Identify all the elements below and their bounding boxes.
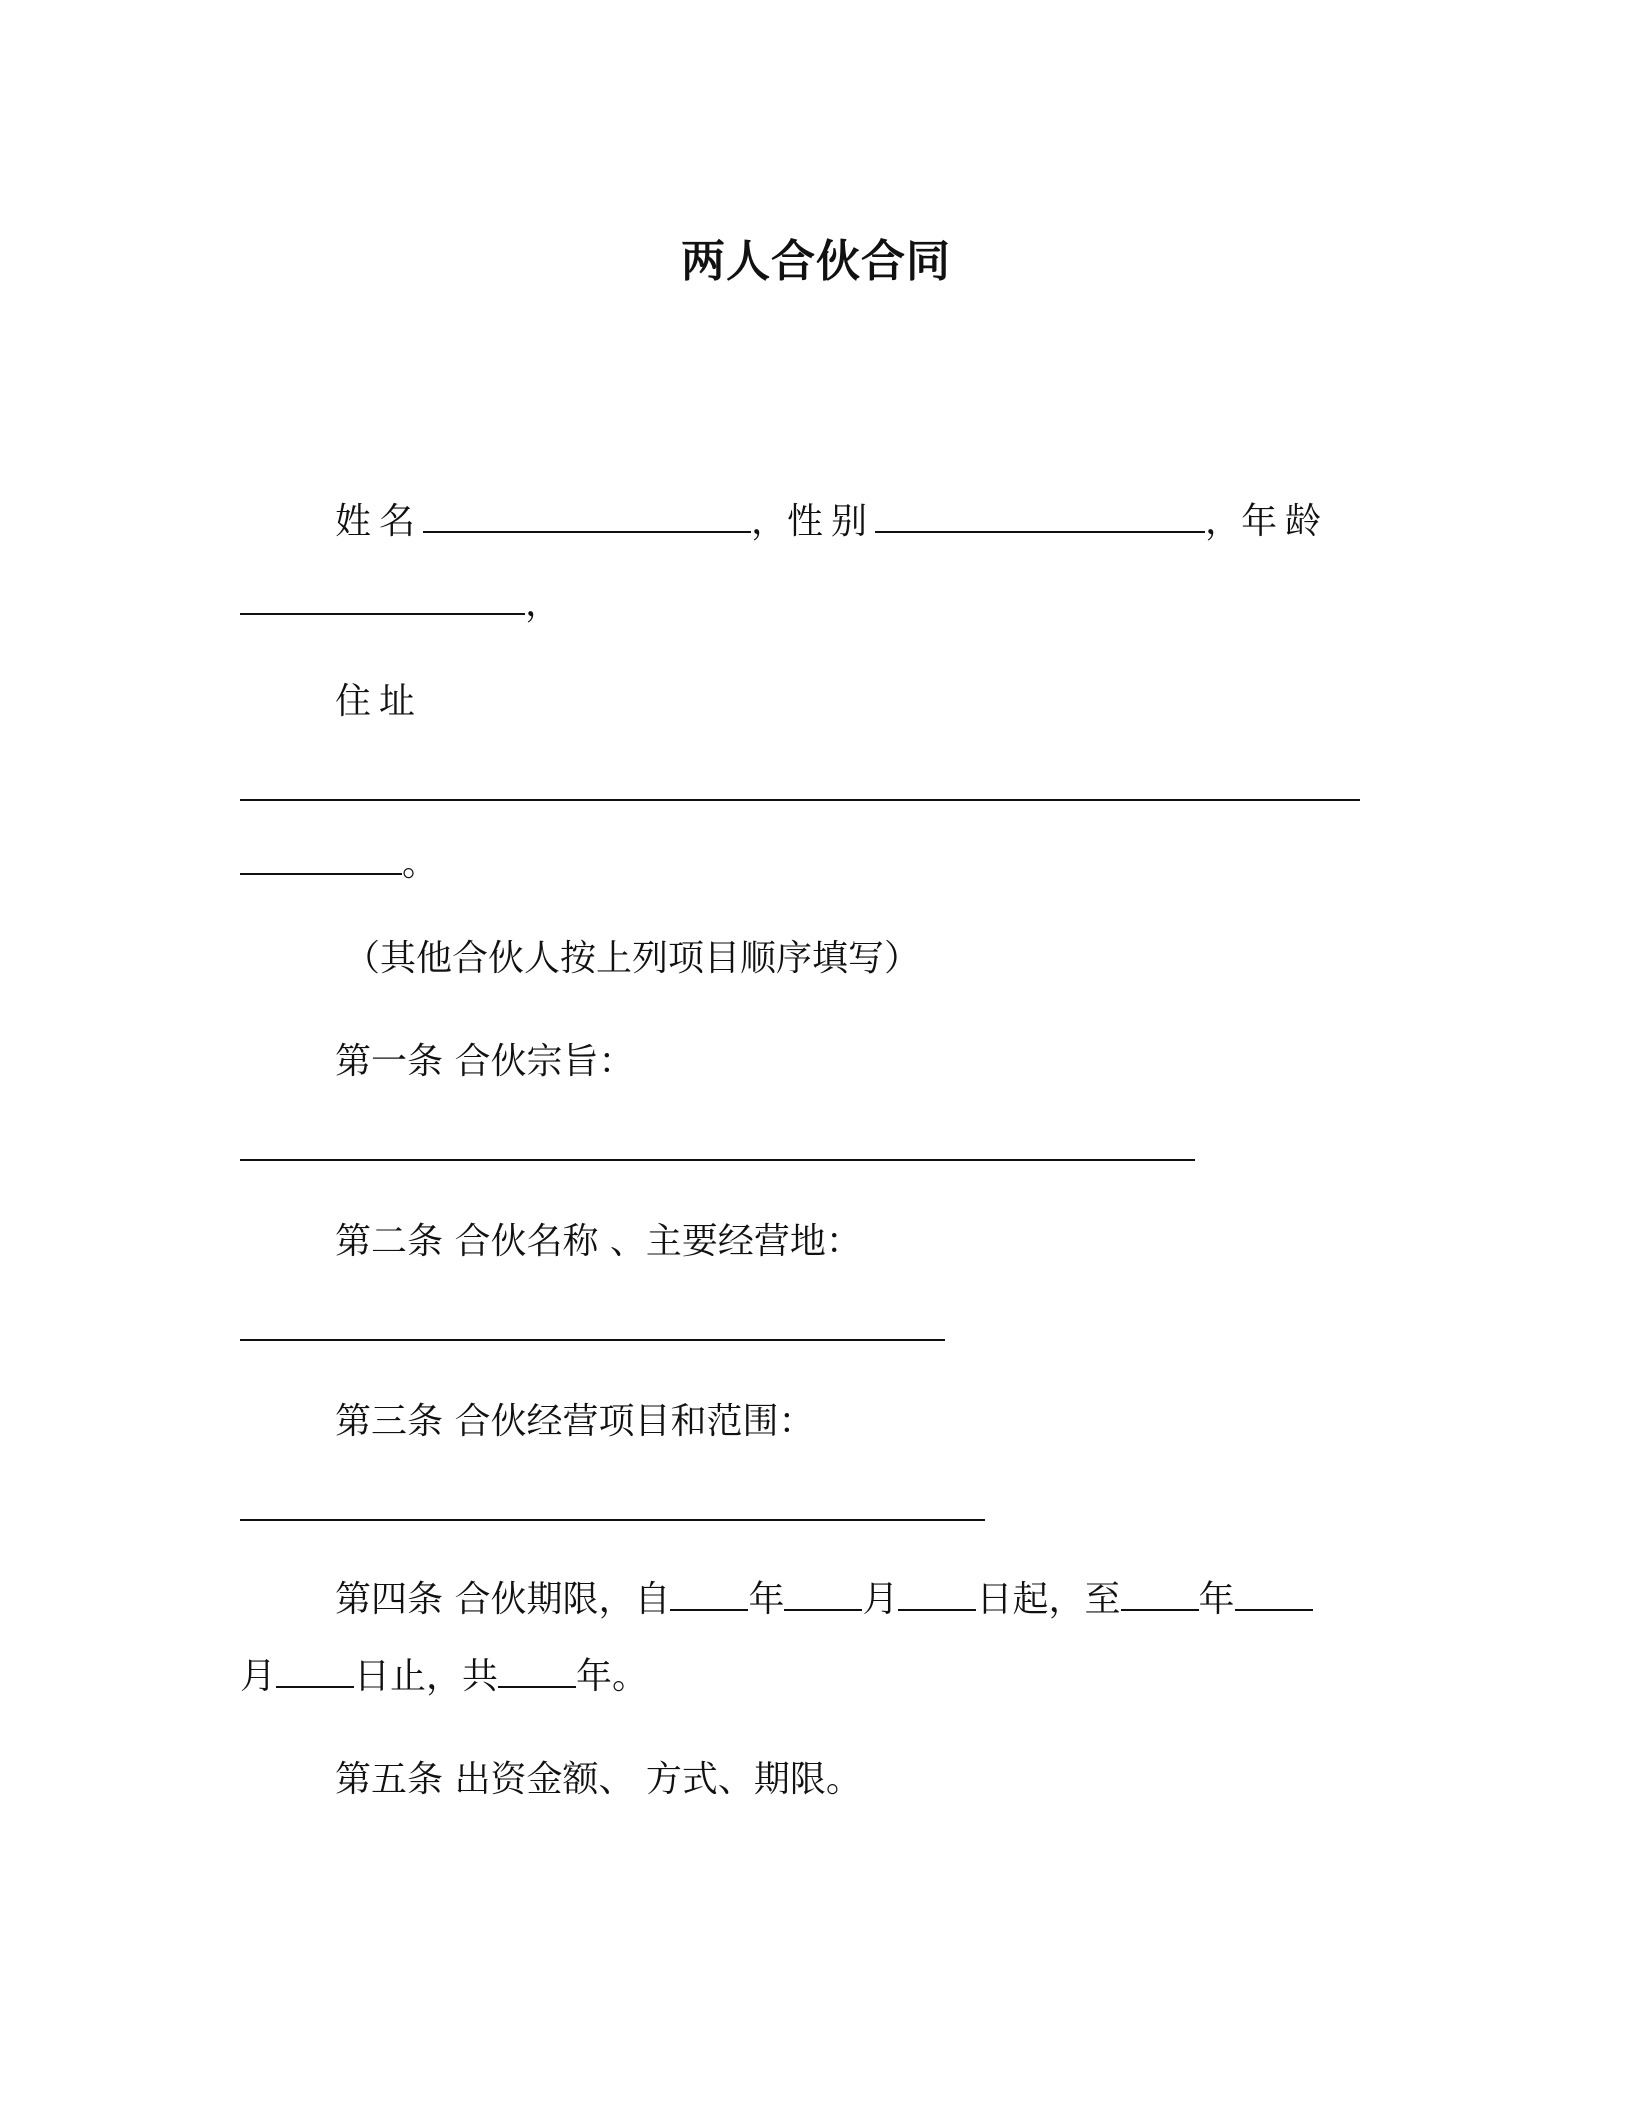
article-3-blank-line [240, 1488, 985, 1532]
year-label: 年 [1198, 1579, 1235, 1620]
age-blank-line [240, 582, 561, 626]
article-1-blank-line [240, 1128, 1195, 1172]
address-label-line [335, 680, 423, 724]
article-1-heading: 第一条 合伙宗旨： [335, 1041, 635, 1082]
address-blank-continued[interactable] [240, 843, 402, 875]
party-info-line [335, 500, 1329, 544]
gender-label: 性别 [787, 501, 876, 542]
address-blank[interactable] [240, 769, 1360, 801]
end-month-blank-a[interactable] [1235, 1579, 1313, 1611]
comma: ， [751, 501, 788, 542]
day-start-label: 日起，至 [976, 1579, 1121, 1620]
total-years-blank[interactable] [498, 1656, 576, 1688]
age-blank[interactable] [240, 583, 525, 615]
article-4-prefix: 第四条 合伙期限，自 [335, 1579, 671, 1620]
start-month-blank[interactable] [784, 1579, 862, 1611]
article-4-line-2 [240, 1655, 648, 1699]
years-end-label: 年。 [576, 1656, 649, 1697]
article-3-heading: 第三条 合伙经营项目和范围： [335, 1401, 815, 1442]
article-4-line-1 [335, 1578, 1313, 1622]
month-label: 月 [862, 1579, 899, 1620]
comma: ， [1205, 501, 1242, 542]
comma: ， [525, 583, 562, 624]
name-label: 姓名 [335, 501, 424, 542]
address-blank-line-1 [240, 768, 1360, 812]
article-2-heading: 第二条 合伙名称 、主要经营地： [335, 1221, 862, 1262]
address-label: 住址 [335, 681, 424, 722]
start-year-blank[interactable] [670, 1579, 748, 1611]
name-location-blank[interactable] [240, 1309, 945, 1341]
scope-blank[interactable] [240, 1489, 985, 1521]
age-label: 年龄 [1241, 501, 1330, 542]
day-end-label: 日止，共 [354, 1656, 499, 1697]
year-label: 年 [748, 1579, 785, 1620]
name-blank[interactable] [423, 501, 751, 533]
end-day-blank[interactable] [276, 1656, 354, 1688]
gender-blank[interactable] [875, 501, 1205, 533]
start-day-blank[interactable] [898, 1579, 976, 1611]
other-partners-note: （其他合伙人按上列项目顺序填写） [344, 938, 921, 979]
period: 。 [402, 843, 439, 884]
end-year-blank[interactable] [1121, 1579, 1199, 1611]
article-2-blank-line [240, 1308, 945, 1352]
purpose-blank[interactable] [240, 1129, 1195, 1161]
address-blank-line-2 [240, 842, 438, 886]
article-5-heading: 第五条 出资金额、 方式、期限。 [335, 1759, 862, 1800]
month-label: 月 [240, 1656, 277, 1697]
document-title: 两人合伙合同 [681, 236, 951, 287]
